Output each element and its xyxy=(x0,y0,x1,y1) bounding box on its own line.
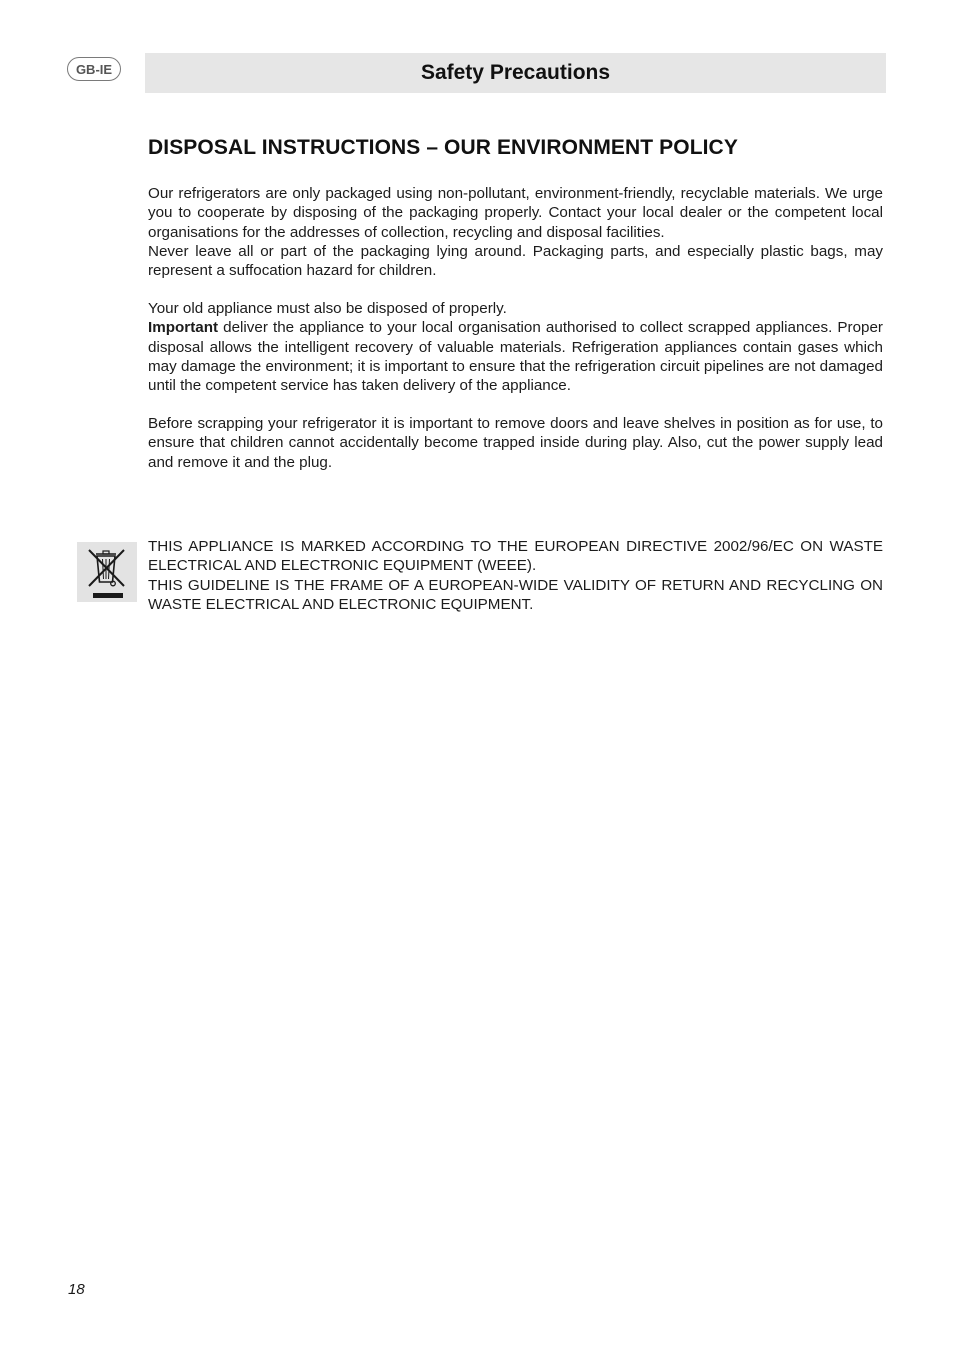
section-header-title: Safety Precautions xyxy=(420,61,611,84)
important-text: deliver the appliance to your local organisation authorised to collect scrapped appliances. Proper disposal allows the intelligent recovery of valuable materials. Refrigeration appliances contain gases which may damage the environment; it is important to ensure that the refrigeration circuit pipelines are not damaged until the competent service has taken delivery of the appliance. xyxy=(148,319,883,395)
page-number: 18 xyxy=(68,1281,85,1298)
paragraph-important xyxy=(148,318,883,395)
page-title: DISPOSAL INSTRUCTIONS – OUR ENVIRONMENT POLICY xyxy=(148,136,738,159)
old-appliance-paragraphs xyxy=(148,299,883,395)
language-badge: GB-IE xyxy=(67,57,121,81)
weee-line-directive: THIS APPLIANCE IS MARKED ACCORDING TO THE EUROPEAN DIRECTIVE 2002/96/EC ON WASTE ELECTRICAL AND ELECTRONIC EQUIPMENT (WEEE). xyxy=(148,538,883,575)
weee-notice xyxy=(148,537,883,614)
important-label: Important xyxy=(148,319,219,337)
weee-line-guideline: THIS GUIDELINE IS THE FRAME OF A EUROPEAN-WIDE VALIDITY OF RETURN AND RECYCLING ON WASTE ELECTRICAL AND ELECTRONIC EQUIPMENT. xyxy=(148,576,883,613)
paragraph-packaging: Our refrigerators are only packaged using non-pollutant, environment-friendly, recyclable materials. We urge you to cooperate by disposing of the packaging properly. Contact your local dealer or the competent local organisations for the addresses of collection, recycling and disposal facilities. xyxy=(148,185,883,241)
section-header xyxy=(145,53,886,93)
paragraph-old-appliance: Your old appliance must also be disposed of properly. xyxy=(148,300,507,317)
crossed-out-wheeled-bin-icon xyxy=(77,542,137,602)
paragraph-scrapping: Before scrapping your refrigerator it is important to remove doors and leave shelves in position as for use, to ensure that children cannot accidentally become trapped inside during play. Also, cut the power supply lead and remove it and the plug. xyxy=(148,415,883,471)
paragraph-packaging-hazard: Never leave all or part of the packaging lying around. Packaging parts, and especially plastic bags, may represent a suffocation hazard for children. xyxy=(148,242,883,280)
packaging-paragraphs xyxy=(148,184,883,280)
